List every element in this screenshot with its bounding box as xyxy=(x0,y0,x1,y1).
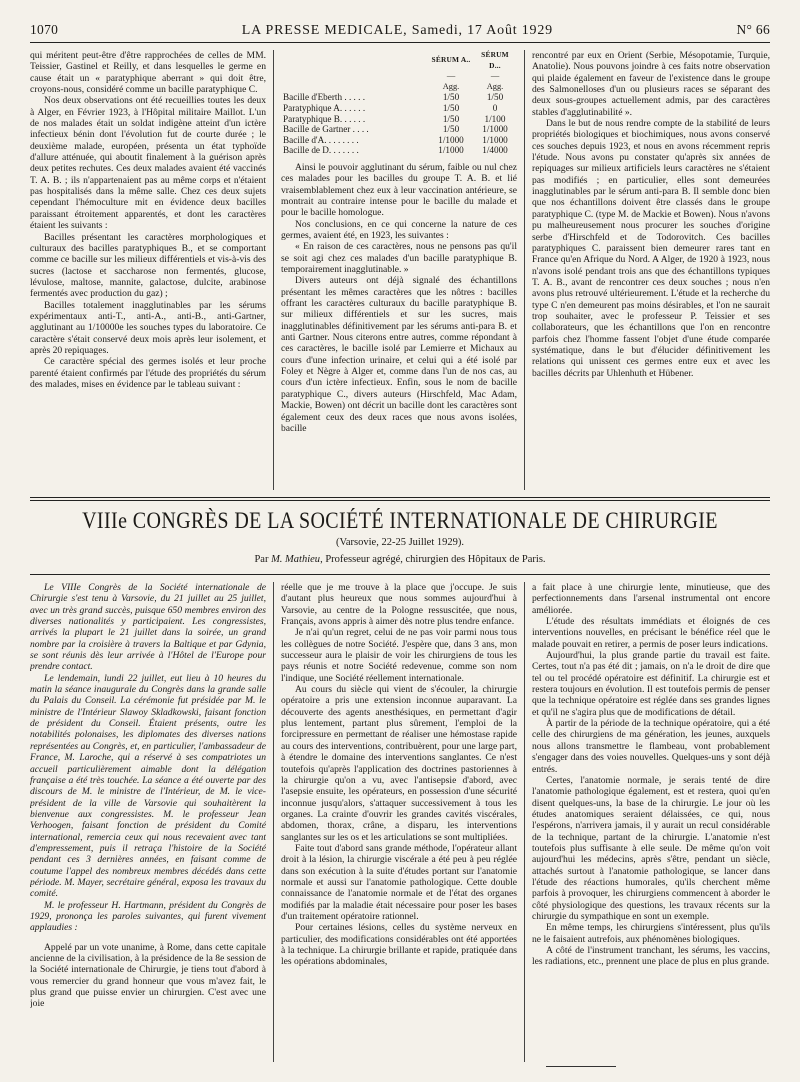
paragraph: a fait place à une chirurgie lente, minutieuse, que des perfectionnements dans l'arsenal instrumental ont encore améliorée. xyxy=(532,582,770,616)
column-divider xyxy=(273,50,274,490)
table-row xyxy=(281,135,517,146)
author-rest: , Professeur agrégé, chirurgien des Hôpitaux de Paris. xyxy=(320,554,546,565)
table-dash-row xyxy=(281,71,517,82)
paragraph: Le lendemain, lundi 22 juillet, eut lieu à 10 heures du matin la séance inaugurale du Congrès dans la grande salle du Palais du Conseil. La cérémonie fut présidée par M. le ministre de l'Intérieur Slawoy Skladkowski, faisant fonction de président du Conseil. Étaient présents, outre les notabilités polonaises, les diplomates des diverses nations représentées au Congrès, et, en particulier, l'ambassadeur de France, M. Laroche, qui a réservé à ses compatriotes un accueil particulièrement aimable dont la délégation française a été très touchée. La séance a été ouverte par des discours de M. le ministre de l'Intérieur, de M. le vice-président de la ville de Varsovie qui souhaitèrent la bienvenue aux congressistes. M. le professeur Jean Verhoogen, faisant fonction de président du Comité international, remercia ceux qui nous recevaient avec tant d'empressement, puis il retraça l'histoire de la Société pendant ces 3 dernières années, en faisant comme de coutume l'appel des nombreux membres décédés dans cette période. M. Mayer, secrétaire général, exposa les travaux du comité. xyxy=(30,672,266,900)
table-cell-a: 1/50 xyxy=(442,124,460,135)
page-number: 1070 xyxy=(30,22,59,37)
paragraph: Ce caractère spécial des germes isolés et leur proche parenté étaient confirmés par l'étude des propriétés du sérum des malades, mises en évidence par le tableau suivant : xyxy=(30,356,266,390)
table-cell-name: Bacille d'A. . . . . . . . xyxy=(283,134,359,145)
author-prefix: Par xyxy=(254,554,269,565)
paragraph: Faite tout d'abord sans grande méthode, l'opérateur allant droit à la lésion, la chirurgie viscérale a été peu à peu réglée dans son exécution à la suite d'études portant sur l'anatomie normale et aussi sur l'anatomie pathologique. Cette double connaissance de l'anatomie normale et de l'état des organes modifiés par la maladie était nécessaire pour poser les bases d'un traitement opératoire rationnel. xyxy=(281,842,517,922)
paragraph: Le VIIIe Congrès de la Société internationale de Chirurgie s'est tenu à Varsovie, du 21 juillet au 25 juillet, avec un très grand succès, puisque 650 membres environ des diverses nationalités y participaient. Les congressistes, arrivés la plupart le 21 juillet dans la soirée, un grand nombre par la croisière à travers la Baltique et par Gdynia, se sont réunis dès leur arrivée à l'Hôtel de l'Europe pour prendre contact. xyxy=(30,582,266,673)
table-sub-agg: Agg. xyxy=(486,81,504,91)
paragraph: Pour certaines lésions, celles du système nerveux en particulier, des modifications considérables ont été apportées à la technique. La chirurgie brillante et rapide, pratiquée dans les opérations abdominales, xyxy=(281,922,517,968)
column-2-bottom xyxy=(281,582,517,1062)
table-cell-name: Paratyphique B. . . . . . xyxy=(283,113,366,124)
column-1-top xyxy=(30,50,266,490)
table-row xyxy=(281,124,517,135)
table-cell-d: 1/1000 xyxy=(482,124,508,135)
paragraph: Aujourd'hui, la plus grande partie du travail est faite. Certes, tout n'a pas été dit ; jamais, on n'a le droit de dire que tel ou tel procédé opératoire est définitif. La chirurgie est et restera toujours en évolution. Il est toutefois permis de penser que la technique opératoire est réglée dans ses grandes lignes et qu'il ne s'agira plus que de modifications de détail. xyxy=(532,650,770,718)
table-row xyxy=(281,145,517,156)
table-cell-a: 1/50 xyxy=(442,102,460,113)
table-row xyxy=(281,103,517,114)
paragraph: M. le professeur H. Hartmann, président du Congrès de 1929, prononça les paroles suivantes, qui furent vivement applaudies : xyxy=(30,899,266,934)
table-cell-d: 1/100 xyxy=(484,113,506,124)
column-2-top xyxy=(281,50,517,490)
paragraph: À partir de la période de la technique opératoire, qui a été celle des chirurgiens de ma génération, les jeunes, auxquels nous allons transmettre le flambeau, vont probablement s'engager dans des voies nouvelles. Quelques-uns y sont déjà entrés. xyxy=(532,718,770,775)
article-title: VIIIe CONGRÈS DE LA SOCIÉTÉ INTERNATIONALE DE CHIRURGIE xyxy=(82,508,718,534)
table-dash: — xyxy=(446,71,456,81)
paragraph: « En raison de ces caractères, nous ne pensons pas qu'il se soit agi chez ces malades d'un bacille paratyphique B. temporairement inagglutinable. » xyxy=(281,241,517,276)
paragraph: Je n'ai qu'un regret, celui de ne pas voir parmi nous tous les collègues de notre Société. J'espère que, dans 3 ans, mon successeur aura le plaisir de voir les chirurgiens de tous les pays réunis et notre Société redevenue, comme son nom l'indique, une Société réellement internationale. xyxy=(281,627,517,684)
table-cell-a: 1/1000 xyxy=(438,145,464,156)
paragraph: réelle que je me trouve à la place que j'occupe. Je suis d'autant plus heureux que nous sommes aujourd'hui à Varsovie, au centre de la Pologne ressuscitée, que nous, Français, avons appris à aimer dès notre plus tendre enfance. xyxy=(281,582,517,628)
paragraph: Bacilles présentant les caractères morphologiques et culturaux des bacilles paratyphiques B., et se comportant comme ce bacille sur les milieux différentiels et vis-à-vis des sucres (lactose et saccharose non fermentés, glucose, lévulose, maltose, mannite, galactose, dulcite, arabinose fermentés avec production du gaz) ; xyxy=(30,231,266,300)
column-1-bottom xyxy=(30,582,266,1062)
table-cell-name: Bacille de D. . . . . . . xyxy=(283,145,359,156)
title-rule xyxy=(30,574,770,575)
column-divider xyxy=(524,582,525,1062)
issue-number: N° 66 xyxy=(736,22,770,37)
table-dash: — xyxy=(490,71,500,81)
column-divider xyxy=(524,50,525,490)
paragraph: rencontré par eux en Orient (Serbie, Mésopotamie, Turquie, Anatolie). Nous pouvons joindre à ces faits notre observation qui plaide également en faveur de l'existence dans le groupe des Salmonelloses d'un ou plusieurs races se séparant des deux sous-groupes actuellement admis, par des caractères stables d'agglutinabilité ». xyxy=(532,50,770,118)
column-3-top xyxy=(532,50,770,490)
paragraph: Divers auteurs ont déjà signalé des échantillons présentant les mêmes caractères que les nôtres : bacilles offrant les caractères culturaux du bacille paratyphique B. sur milieux différentiels et sur les sucres, mais inagglutinables définitivement par les sérums anti-para B. et anti Gartner. Nous citerons entre autres, comme répondant à ces caractères, le bacille isolé par Lemierre et Michaux au cours d'une infection urinaire, et celui qui a été isolé par Foley et Nègre à Alger et, comme dans l'un de nos cas, au cours d'un ictère infectieux. Enfin, sous le nom de bacille paratyphique C., divers auteurs (Hirschfeld, Mac Adam, Mackie, Bowen) ont décrit un bacille dont les caractères sont également ceux des deux races que nous avons isolées, bacille xyxy=(281,275,517,434)
column-end-rule xyxy=(546,1066,616,1067)
table-cell-name: Bacille de Gartner . . . . xyxy=(283,124,369,135)
paragraph: Bacilles totalement inagglutinables par les sérums expérimentaux anti-T., anti-A., anti-B., anti-Gartner, agglutinant au 1/10000e les souches types du laboratoire. Ce caractère s'était conservé deux mois après leur isolement, et après 20 repiquages. xyxy=(30,299,266,356)
page-header xyxy=(30,22,770,40)
table-cell-d: 1/1000 xyxy=(482,134,508,145)
paragraph: Appelé par un vote unanime, à Rome, dans cette capitale ancienne de la civilisation, à la présidence de la 8e session de la Société internationale de Chirurgie, je tiens tout d'abord à vous remercier du grand honneur que vous m'avez fait, le plus grand que puisse envier un chirurgien. C'est avec une joie xyxy=(30,941,266,1010)
column-divider xyxy=(273,582,274,1062)
paragraph: Nos deux observations ont été recueillies toutes les deux à Alger, en Février 1923, à l'Hôpital militaire Maillot. L'un de nos malades était un soldat indigène atteint d'un ictère infectieux bénin dont l'évolution fut de courte durée ; le deuxième malade, européen, présenta un état typhoïde d'allure atténuée, qui aboutit finalement à la guérison après deux petites rechutes. Ces deux malades avaient été vaccinés T. A. B. ; ils n'appartenaient pas au même corps et n'étaient pas hospitalisés dans la même salle. Chez ces deux sujets cependant l'hémoculture mit en évidence deux bacilles paraissant étroitement apparentés, et dont les caractères étaient les suivants : xyxy=(30,95,266,232)
column-3-bottom xyxy=(532,582,770,1062)
paragraph: Ainsi le pouvoir agglutinant du sérum, faible ou nul chez ces malades pour les bacilles du groupe T. A. B. et lié vraisemblablement chez eux à leur vaccination antérieure, se montrait au contraire intense pour le bacille du malade et pour le bacille homologue. xyxy=(281,161,517,219)
agglutination-table xyxy=(281,50,517,156)
paragraph: Au cours du siècle qui vient de s'écouler, la chirurgie opératoire a pris une extension inconnue auparavant. La découverte des agents anesthésiques, en permettant d'agir plus lentement, partant plus sûrement, l'emploi de la forcipressure en permettant de réaliser une hémostase rapide au cours des interventions, contribuèrent, pour une large part, à étendre le domaine des interventions sanglantes. Ce n'est toutefois qu'après l'application des doctrines pastoriennes à la chirurgie qu'on a vu, avec l'antisepsie d'abord, avec l'asepsie ensuite, les opérateurs, en possession d'une sécurité inconnue jusqu'alors, s'attaquer successivement à tous les organes. La crainte d'ouvrir les grandes cavités viscérales, abdomen, thorax, crâne, a disparu, les interventions sanglantes sur les os et les articulations se sont multipliées. xyxy=(281,684,517,843)
table-cell-name: Bacille d'Eberth . . . . . xyxy=(283,92,366,103)
paragraph: En même temps, les chirurgiens s'intéressent, plus qu'ils ne le faisaient autrefois, aux phénomènes biologiques. xyxy=(532,922,770,945)
table-cell-a: 1/1000 xyxy=(438,134,464,145)
author-name: M. Mathieu xyxy=(271,554,321,565)
table-header-row xyxy=(281,50,517,71)
journal-title: LA PRESSE MEDICALE, Samedi, 17 Août 1929 xyxy=(241,23,553,38)
table-cell-a: 1/50 xyxy=(442,92,460,103)
paragraph: Certes, l'anatomie normale, je serais tenté de dire l'anatomie pathologique également, est et restera, quoi qu'en disent quelques-uns, la base de la chirurgie. Le jour où les études anatomiques seraient délaissées, ce qui, nous l'espérons, n'arrivera jamais, il y aurait un recul considérable de la technique, partant de la chirurgie. L'anatomie n'est toutefois plus suffisante à elle seule. De même qu'on voit aujourd'hui les médecins, après s'être, pendant un siècle, attachés surtout à l'anatomie pathologique, se lancer dans l'étude des réactions humorales, qu'ils cherchent même parfois à provoquer, les chirurgiens commencent à aborder le côté physiologique des questions, les travaux récents sur la chirurgie du sympathique en sont un exemple. xyxy=(532,774,770,922)
table-sub-row xyxy=(281,82,517,93)
table-cell-d: 0 xyxy=(492,102,498,113)
table-sub-agg: Agg. xyxy=(442,81,460,91)
section-rule xyxy=(30,497,770,498)
table-row xyxy=(281,114,517,125)
paragraph: Dans le but de nous rendre compte de la stabilité de leurs propriétés biologiques et biochimiques, nous avons conservé ces souches depuis 1923, et nous en avons récemment repris l'étude. Nous avons pu constater qu'après six années de repiquages sur milieux artificiels leurs caractères ne s'étaient pas modifiés ; en particulier, elles sont demeurées inagglutinables par le sérum anti-para B. Il semble donc bien que nos échantillons doivent être classés dans le groupe paratyphique C. (type M. de Mackie et Bowen). Nous n'avons pu malheureusement nous procurer les souches d'origine serbe d'Hirschfeld et de Todorovitch. Ces bacilles paratyphiques C. paraissent bien demeurer rares tant en France qu'en Afrique du Nord. A Alger, de 1920 à 1923, nous n'avons isolé pendant trois ans que des échantillons typiques T. A. B., avant de rencontrer ces deux souches ; nous n'en avons plus retrouvé ultérieurement. L'étude et la recherche du type C n'en demeurent pas moins désirables, et l'on ne saurait trop souhaiter, avec le professeur P. Teissier et ses collaborateurs, que les échantillons que l'on en rencontre parfois chez l'homme fassent l'objet d'une étude comparée systématique, dans le but d'élucider définitivement les relations qui unissent ces germes entre eux et avec les bacilles décrits par Uhlenhuth et Hübener. xyxy=(532,118,770,379)
article-subtitle: (Varsovie, 22-25 Juillet 1929). xyxy=(335,537,465,548)
table-header-serum-d: SÉRUM D... xyxy=(481,50,509,70)
table-header-serum-a: SÉRUM A.. xyxy=(431,55,471,65)
table-row xyxy=(281,92,517,103)
table-cell-name: Paratyphique A. . . . . . xyxy=(283,102,366,113)
article-author xyxy=(30,554,770,565)
paragraph: qui méritent peut-être d'être rapprochées de celles de MM. Teissier, Gastinel et Reilly, et dans lesquelles le germe en cause était un « paratyphique aberrant » qui doit être, croyons-nous, considéré comme un bacille paratyphique C. xyxy=(30,50,266,96)
paragraph: Nos conclusions, en ce qui concerne la nature de ces germes, avaient été, en 1923, les suivantes : xyxy=(281,218,517,241)
table-cell-d: 1/50 xyxy=(486,92,504,103)
table-cell-a: 1/50 xyxy=(442,113,460,124)
header-rule xyxy=(30,42,770,43)
table-cell-d: 1/4000 xyxy=(482,145,508,156)
paragraph: L'étude des résultats immédiats et éloignés de ces interventions nouvelles, en précisant le bénéfice réel que le malade pouvait en retirer, a permis de poser leurs indications. xyxy=(532,616,770,650)
section-rule xyxy=(30,500,770,501)
paragraph: A côté de l'instrument tranchant, les sérums, les vaccins, les radiations, etc., prennent une place de plus en plus grande. xyxy=(532,945,770,968)
